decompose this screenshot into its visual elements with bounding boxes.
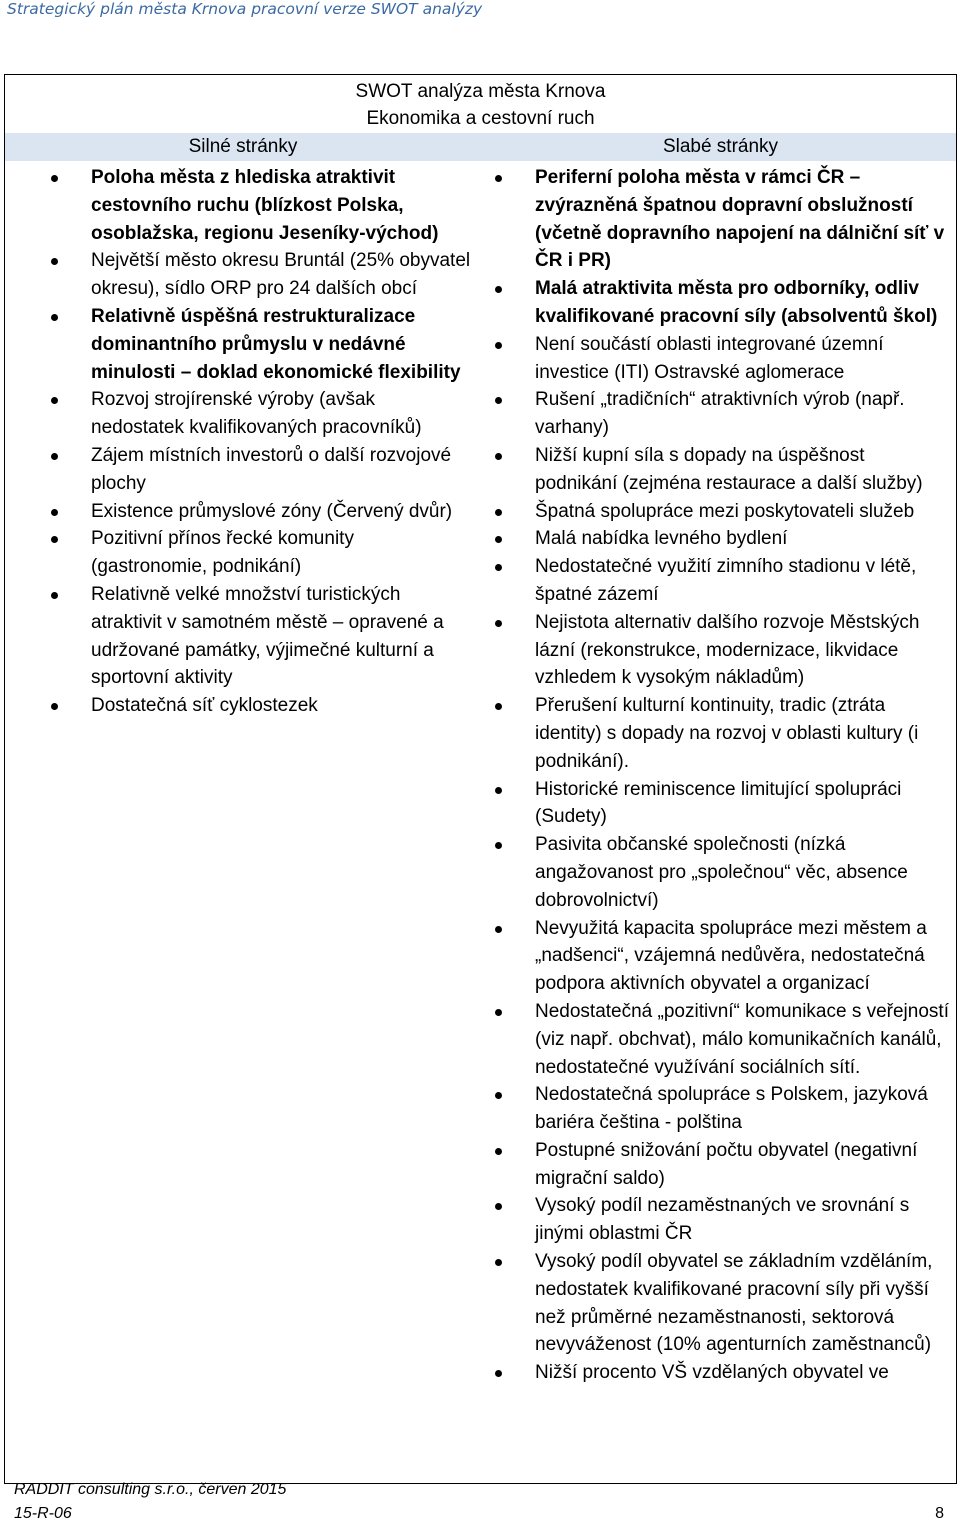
weakness-item — [495, 164, 951, 275]
weakness-item — [495, 915, 951, 998]
weakness-item — [495, 1137, 951, 1193]
weakness-item — [495, 1359, 951, 1387]
running-header: Strategický plán města Krnova pracovní verze SWOT analýzy — [7, 0, 483, 18]
weakness-item-text: Nižší procento VŠ vzdělaných obyvatel ve — [535, 1362, 889, 1384]
bullet-icon — [51, 703, 58, 710]
weakness-item — [495, 275, 951, 331]
weakness-item-text: Nedostatečné využití zimního stadionu v létě, špatné zázemí — [535, 556, 917, 605]
weakness-item-text: Nižší kupní síla s dopady na úspěšnost podnikání (zejména restaurace a další služby) — [535, 444, 923, 494]
weakness-item-text: Špatná spolupráce mezi poskytovateli služeb — [535, 500, 915, 522]
bullet-icon — [495, 787, 502, 794]
strength-item — [51, 247, 471, 303]
weakness-item — [495, 609, 951, 692]
strength-item-text: Dostatečná síť cyklostezek — [91, 695, 318, 717]
weakness-item-text: Malá nabídka levného bydlení — [535, 528, 788, 550]
weakness-item-text: Nedostatečná „pozitivní“ komunikace s veřejností (viz např. obchvat), málo komunikačních kanálů, nedostatečné využívání sociálních sítí. — [535, 1000, 949, 1078]
bullet-icon — [495, 1203, 502, 1210]
bullet-icon — [495, 536, 502, 543]
weakness-item — [495, 998, 951, 1081]
strength-item — [51, 386, 471, 442]
bullet-icon — [51, 536, 58, 543]
weakness-item-text: Nedostatečná spolupráce s Polskem, jazyková bariéra čeština - polština — [535, 1084, 928, 1134]
weakness-item-text: Není součástí oblasti integrované územní investice (ITI) Ostravské aglomerace — [535, 333, 884, 383]
strength-item-text: Poloha města z hlediska atraktivit cestovního ruchu (blízkost Polska, osoblažska, regionu Jeseníky-východ) — [91, 167, 439, 244]
bullet-icon — [51, 314, 58, 321]
strength-item-text: Relativně velké množství turistických atraktivit v samotném městě – opravené a udržované památky, výjimečné kulturní a sportovní aktivity — [91, 583, 444, 689]
table-title — [5, 78, 956, 132]
strength-item — [51, 164, 471, 247]
footer-company: RADDIT consulting s.r.o., červen 2015 — [14, 1481, 287, 1498]
weakness-item — [495, 553, 951, 609]
title-line-1: SWOT analýza města Krnova — [355, 81, 606, 102]
bullet-icon — [51, 592, 58, 599]
weakness-item — [495, 331, 951, 387]
weakness-item — [495, 386, 951, 442]
weaknesses-header: Slabé stránky — [662, 136, 779, 157]
bullet-icon — [51, 509, 58, 516]
strength-item-text: Největší město okresu Bruntál (25% obyvatel okresu), sídlo ORP pro 24 dalších obcí — [91, 250, 471, 300]
weakness-item — [495, 692, 951, 775]
strengths-list — [51, 164, 471, 720]
bullet-icon — [495, 842, 502, 849]
weakness-item-text: Vysoký podíl nezaměstnaných ve srovnání s jinými oblastmi ČR — [535, 1195, 910, 1245]
weakness-item-text: Pasivita občanské společnosti (nízká angažovanost pro „společnou“ věc, absence dobrovolnictví) — [535, 834, 908, 911]
bullet-icon — [495, 1092, 502, 1099]
bullet-icon — [495, 926, 502, 933]
bullet-icon — [495, 509, 502, 516]
strength-item — [51, 692, 471, 720]
bullet-icon — [495, 1148, 502, 1155]
weakness-item-text: Postupné snižování počtu obyvatel (negativní migrační saldo) — [535, 1139, 918, 1189]
weakness-item — [495, 498, 951, 526]
strength-item-text: Rozvoj strojírenské výroby (avšak nedostatek kvalifikovaných pracovníků) — [91, 389, 422, 439]
bullet-icon — [495, 453, 502, 460]
weakness-item — [495, 1192, 951, 1248]
strength-item-text: Existence průmyslové zóny (Červený dvůr) — [91, 500, 453, 522]
bullet-icon — [495, 342, 502, 349]
strength-item-text: Relativně úspěšná restrukturalizace dominantního průmyslu v nedávné minulosti – doklad ekonomické flexibility — [91, 305, 461, 383]
swot-table — [4, 74, 957, 1484]
bullet-icon — [495, 1009, 502, 1016]
title-line-2: Ekonomika a cestovní ruch — [366, 108, 595, 129]
weakness-item — [495, 776, 951, 832]
strength-item — [51, 525, 471, 581]
weakness-item-text: Vysoký podíl obyvatel se základním vzděláním, nedostatek kvalifikované pracovní síly při vyšší než průměrné nezaměstnanosti, sektorová nevyváženost (10% agenturních zaměstnanců) — [535, 1251, 933, 1356]
weakness-item — [495, 831, 951, 914]
strength-item — [51, 442, 471, 498]
bullet-icon — [495, 703, 502, 710]
page-number: 8 — [935, 1505, 944, 1522]
weakness-item-text: Malá atraktivita města pro odborníky, odliv kvalifikované pracovní síly (absolventů škol) — [535, 278, 938, 327]
strength-item-text: Zájem místních investorů o další rozvojové plochy — [91, 444, 452, 494]
bullet-icon — [51, 397, 58, 404]
bullet-icon — [51, 175, 58, 182]
column-header-row — [5, 133, 956, 161]
weakness-item-text: Rušení „tradičních“ atraktivních výrob (např. varhany) — [535, 389, 905, 439]
weaknesses-list — [495, 164, 951, 1387]
weakness-item-text: Periferní poloha města v rámci ČR – zvýrazněná špatnou dopravní obslužností (včetně dopravního napojení na dálniční síť v ČR i PR) — [535, 167, 945, 272]
weakness-item — [495, 525, 951, 553]
weakness-item-text: Nejistota alternativ dalšího rozvoje Městských lázní (rekonstrukce, modernizace, likvidace vzhledem k vysokým nákladům) — [535, 611, 920, 689]
weakness-item — [495, 442, 951, 498]
bullet-icon — [495, 286, 502, 293]
strength-item — [51, 581, 471, 692]
bullet-icon — [495, 1259, 502, 1266]
footer-code: 15-R-06 — [14, 1505, 72, 1522]
weakness-item-text: Nevyužitá kapacita spolupráce mezi městem a „nadšenci“, vzájemná nedůvěra, nedostatečná podpora aktivních obyvatel a organizací — [535, 917, 927, 995]
strength-item — [51, 303, 471, 386]
bullet-icon — [495, 564, 502, 571]
weakness-item — [495, 1248, 951, 1359]
bullet-icon — [51, 453, 58, 460]
bullet-icon — [495, 620, 502, 627]
bullet-icon — [51, 258, 58, 265]
strength-item — [51, 498, 471, 526]
strengths-header: Silné stránky — [188, 136, 298, 157]
strength-item-text: Pozitivní přínos řecké komunity (gastronomie, podnikání) — [91, 528, 354, 578]
weakness-item-text: Historické reminiscence limitující spolupráci (Sudety) — [535, 778, 902, 828]
weakness-item — [495, 1081, 951, 1137]
weakness-item-text: Přerušení kulturní kontinuity, tradic (ztráta identity) s dopady na rozvoj v oblasti kultury (i podnikání). — [535, 695, 919, 772]
bullet-icon — [495, 397, 502, 404]
bullet-icon — [495, 1370, 502, 1377]
bullet-icon — [495, 175, 502, 182]
